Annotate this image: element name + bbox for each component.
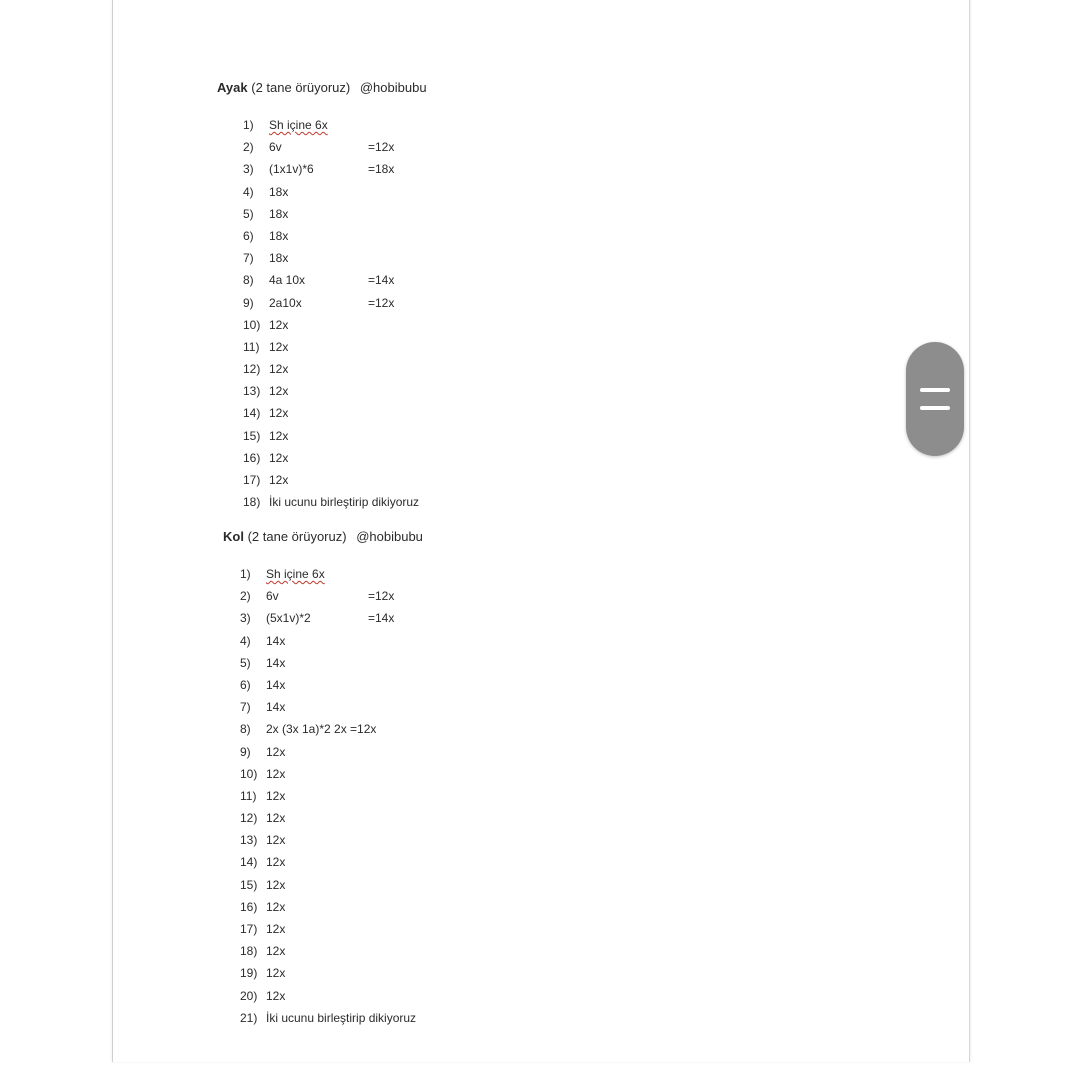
step-result: =12x (368, 589, 395, 604)
step-text: 12x (266, 744, 286, 759)
author-handle: @hobibubu (356, 529, 423, 544)
list-item (243, 292, 503, 314)
step-result: =14x (368, 273, 395, 288)
step-number: 14) (240, 855, 258, 870)
list-item (240, 874, 500, 896)
step-text: 12x (266, 855, 286, 870)
list-item (240, 851, 500, 873)
scroll-handle[interactable] (906, 342, 964, 456)
step-text: 12x (266, 922, 286, 936)
step-result: =18x (368, 162, 395, 177)
list-item (240, 741, 500, 763)
step-result: =12x (368, 295, 395, 310)
step-text: 12x (266, 811, 286, 826)
step-text: 14x (266, 633, 286, 648)
step-number: 19) (240, 966, 258, 981)
list-item (240, 718, 500, 740)
step-text: 6v (269, 140, 282, 155)
step-number: 18) (243, 495, 261, 510)
step-text: 14x (266, 677, 286, 692)
step-text: 18x (269, 228, 289, 243)
step-text: 12x (266, 944, 286, 959)
step-text: Sh içine 6x (266, 567, 325, 581)
section-note: (2 tane örüyoruz) (251, 80, 351, 95)
step-list-ayak (243, 114, 503, 513)
list-item (240, 918, 500, 940)
step-text: İki ucunu birleştirip dikiyoruz (269, 495, 420, 510)
step-text: 12x (266, 899, 286, 914)
step-text: 12x (269, 428, 289, 443)
list-item (243, 425, 503, 447)
list-item (243, 269, 503, 291)
list-item (243, 358, 503, 380)
step-number: 4) (243, 184, 254, 199)
section-name: Kol (223, 529, 244, 544)
author-handle: @hobibubu (359, 80, 427, 95)
step-number: 5) (243, 206, 254, 221)
step-result: =14x (368, 611, 395, 626)
list-item (240, 763, 500, 785)
step-number: 3) (240, 611, 251, 626)
step-text: (1x1v)*6 (269, 162, 314, 177)
list-item (243, 336, 503, 358)
list-item (243, 314, 503, 336)
step-text: İki ucunu birleştirip dikiyoruz (266, 1010, 417, 1025)
step-number: 8) (243, 273, 254, 288)
step-text: 12x (266, 877, 286, 892)
step-number: 11) (240, 788, 257, 803)
step-text: 12x (266, 766, 286, 781)
step-text: (5x1v)*2 (266, 611, 311, 626)
step-text: 12x (269, 317, 289, 332)
step-number: 18) (240, 944, 258, 959)
step-result: =12x (368, 140, 395, 155)
list-item (240, 962, 500, 984)
list-item (243, 447, 503, 469)
step-text: 2a10x (269, 295, 302, 310)
step-text: 12x (266, 788, 286, 803)
step-text: 4a 10x (269, 273, 306, 288)
list-item (240, 829, 500, 851)
step-number: 17) (240, 922, 258, 936)
step-text: 12x (269, 362, 289, 377)
step-number: 20) (240, 988, 258, 1003)
list-item (243, 136, 503, 158)
list-item (240, 696, 500, 718)
list-item (243, 402, 503, 424)
list-item (240, 807, 500, 829)
section-name: Ayak (217, 80, 248, 95)
step-list-kol (240, 563, 500, 1029)
step-number: 10) (243, 317, 261, 332)
step-number: 14) (243, 406, 261, 421)
step-text: 6v (266, 589, 279, 604)
step-text: 18x (269, 251, 289, 266)
step-number: 6) (243, 228, 254, 243)
step-number: 13) (240, 833, 258, 848)
step-number: 8) (240, 722, 251, 737)
list-item (243, 203, 503, 225)
step-number: 21) (240, 1010, 258, 1025)
step-number: 11) (243, 339, 260, 354)
section-note: (2 tane örüyoruz) (247, 529, 347, 544)
step-number: 16) (243, 450, 261, 465)
step-number: 5) (240, 655, 251, 670)
list-item (240, 985, 500, 1007)
step-number: 16) (240, 899, 258, 914)
step-text: 18x (269, 206, 289, 221)
step-number: 2) (243, 140, 254, 155)
step-text: 12x (266, 833, 286, 848)
step-number: 15) (243, 428, 261, 443)
step-number: 2) (240, 589, 251, 604)
step-number: 4) (240, 633, 251, 648)
list-item (240, 607, 500, 629)
list-item (240, 896, 500, 918)
step-number: 12) (243, 362, 261, 377)
step-text: 14x (266, 655, 286, 670)
step-number: 10) (240, 766, 258, 781)
section-title-kol (223, 529, 423, 544)
list-item (243, 491, 503, 513)
step-text: 12x (266, 966, 286, 981)
step-number: 7) (243, 251, 254, 266)
step-number: 6) (240, 677, 251, 692)
step-number: 3) (243, 162, 254, 177)
step-text: 12x (269, 339, 289, 354)
step-text: 12x (266, 988, 286, 1003)
step-number: 1) (243, 118, 254, 132)
list-item (243, 158, 503, 180)
list-item (243, 114, 503, 136)
list-item (240, 785, 500, 807)
step-text: Sh içine 6x (269, 118, 328, 132)
step-number: 12) (240, 811, 258, 826)
step-number: 17) (243, 473, 261, 487)
step-number: 1) (240, 567, 251, 581)
list-item (243, 469, 503, 491)
step-number: 7) (240, 700, 251, 715)
step-number: 9) (243, 295, 254, 310)
list-item (240, 652, 500, 674)
step-text: 2x (3x 1a)*2 2x =12x (266, 722, 377, 737)
list-item (240, 630, 500, 652)
list-item (243, 181, 503, 203)
list-item (240, 585, 500, 607)
step-text: 12x (269, 450, 289, 465)
section-title-ayak (217, 80, 427, 95)
list-item (243, 225, 503, 247)
list-item (243, 380, 503, 402)
list-item (240, 674, 500, 696)
step-number: 13) (243, 384, 261, 399)
step-text: 18x (269, 184, 289, 199)
list-item (243, 247, 503, 269)
step-text: 12x (269, 384, 289, 399)
step-text: 12x (269, 406, 289, 421)
step-number: 15) (240, 877, 258, 892)
list-item (240, 1007, 500, 1029)
list-item (240, 563, 500, 585)
step-text: 14x (266, 700, 286, 715)
step-text: 12x (269, 473, 289, 487)
step-number: 9) (240, 744, 251, 759)
list-item (240, 940, 500, 962)
